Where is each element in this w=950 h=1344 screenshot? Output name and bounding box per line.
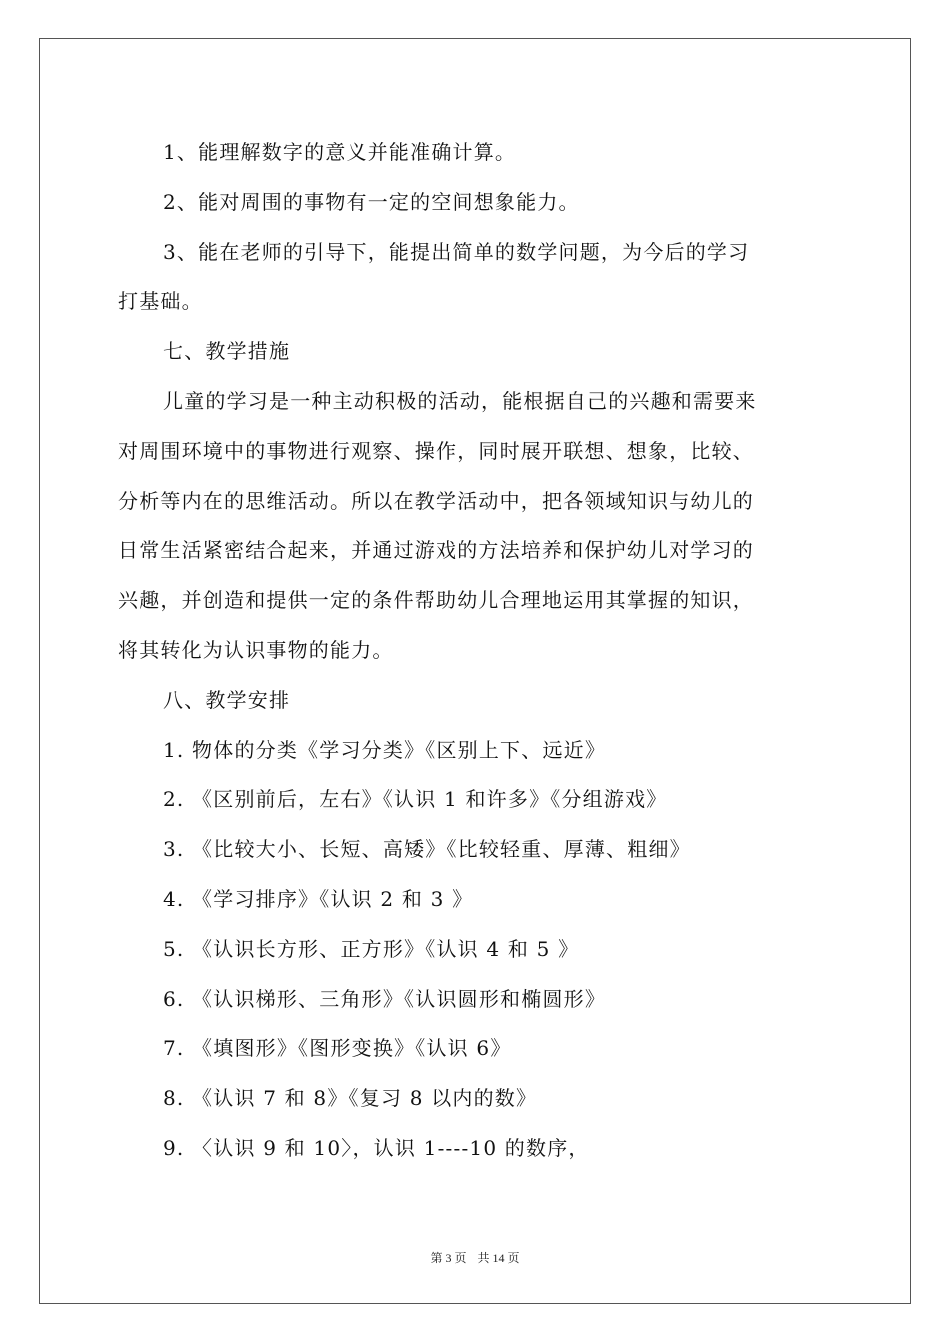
document-body <box>118 128 838 1174</box>
paragraph-line: 打基础。 <box>118 289 203 314</box>
paragraph-line: 将其转化为认识事物的能力。 <box>118 637 394 662</box>
paragraph-line: 儿童的学习是一种主动积极的活动，能根据自己的兴趣和需要来 <box>163 388 757 413</box>
paragraph-line: 对周围环境中的事物进行观察、操作，同时展开联想、想象，比较、 <box>118 438 754 463</box>
paragraph-line: 分析等内在的思维活动。所以在教学活动中，把各领域知识与幼儿的 <box>118 488 754 513</box>
list-item: 6. 《认识梯形、三角形》《认识圆形和椭圆形》 <box>163 986 607 1011</box>
paragraph-line: 2、能对周围的事物有一定的空间想象能力。 <box>163 189 580 214</box>
list-item: 9. 〈认识 9 和 10〉，认识 1----10 的数序， <box>163 1135 590 1160</box>
paragraph-line: 1、能理解数字的意义并能准确计算。 <box>163 140 517 164</box>
paragraph-line: 兴趣，并创造和提供一定的条件帮助幼儿合理地运用其掌握的知识， <box>118 588 754 613</box>
list-item: 4. 《学习排序》《认识 2 和 3 》 <box>163 886 474 911</box>
page-number: 第 3 页 <box>430 1251 467 1265</box>
section-heading: 七、教学措施 <box>163 339 291 364</box>
page-footer <box>0 1249 950 1266</box>
list-item: 2. 《区别前后，左右》《认识 1 和许多》《分组游戏》 <box>163 787 668 812</box>
section-heading: 八、教学安排 <box>163 687 291 712</box>
list-item: 5. 《认识长方形、正方形》《认识 4 和 5 》 <box>163 936 580 961</box>
list-item: 8. 《认识 7 和 8》《复习 8 以内的数》 <box>163 1086 538 1111</box>
paragraph-line: 3、能在老师的引导下，能提出简单的数学问题，为今后的学习 <box>163 239 750 264</box>
list-item: 1. 物体的分类《学习分类》《区别上下、远近》 <box>163 737 607 762</box>
list-item: 3. 《比较大小、长短、高矮》《比较轻重、厚薄、粗细》 <box>163 837 691 862</box>
page-total: 共 14 页 <box>477 1251 520 1265</box>
list-item: 7. 《填图形》《图形变换》《认识 6》 <box>163 1036 512 1061</box>
paragraph-line: 日常生活紧密结合起来，并通过游戏的方法培养和保护幼儿对学习的 <box>118 538 754 563</box>
